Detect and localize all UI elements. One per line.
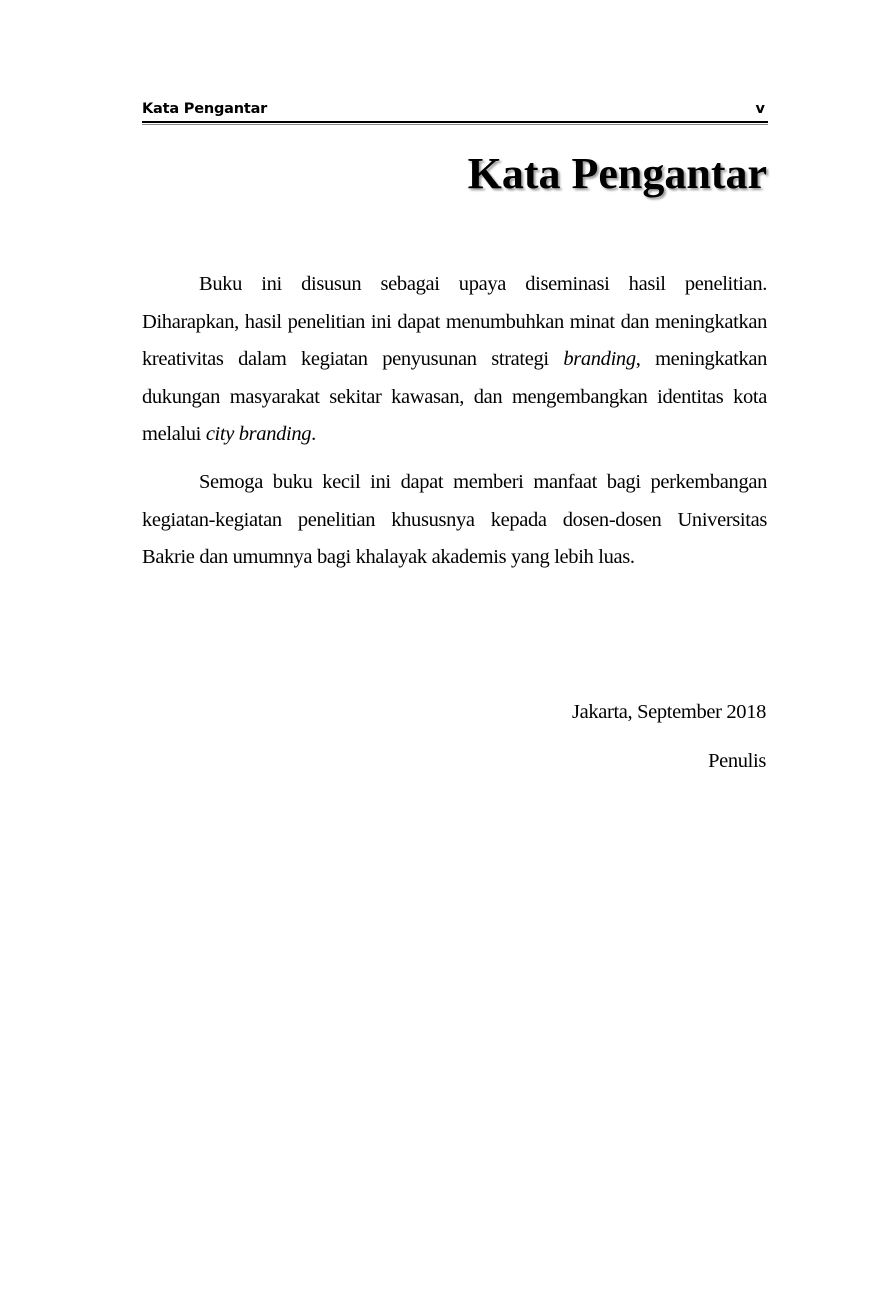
paragraph-1-italic-branding: branding <box>563 348 636 371</box>
paragraph-2: Semoga buku kecil ini dapat memberi manfaat bagi perkembangan kegiatan-kegiatan penelitian khususnya kepada dosen-dosen Universitas Bakrie dan umumnya bagi khalayak akademis yang lebih luas. <box>142 470 767 569</box>
paragraph-1-text-b: , meningkatkan dukungan masyarakat sekitar kawasan, dan mengembangkan identitas kota melalui <box>142 348 767 446</box>
header-rule-shadow <box>142 124 768 125</box>
paragraph-1-italic-city-branding: city branding <box>205 423 312 446</box>
paragraph-1 <box>142 266 767 454</box>
running-header-title: Kata Pengantar <box>142 101 268 117</box>
body-text <box>142 266 767 587</box>
paragraph-1-text-c: . <box>311 423 316 446</box>
author: Penulis <box>708 750 766 772</box>
place-date: Jakarta, September 2018 <box>571 701 766 723</box>
running-header <box>142 101 767 121</box>
page-number: v <box>755 101 765 117</box>
chapter-title: Kata Pengantar <box>467 149 767 198</box>
paragraph-1-text-a: Buku ini disusun sebagai upaya diseminasi hasil penelitian. Diharapkan, hasil penelitian ini dapat menumbuhkan minat dan meningkatkan kreativitas dalam kegiatan penyusunan strategi <box>142 273 767 371</box>
header-rule <box>142 121 768 123</box>
signature-block <box>572 695 766 778</box>
